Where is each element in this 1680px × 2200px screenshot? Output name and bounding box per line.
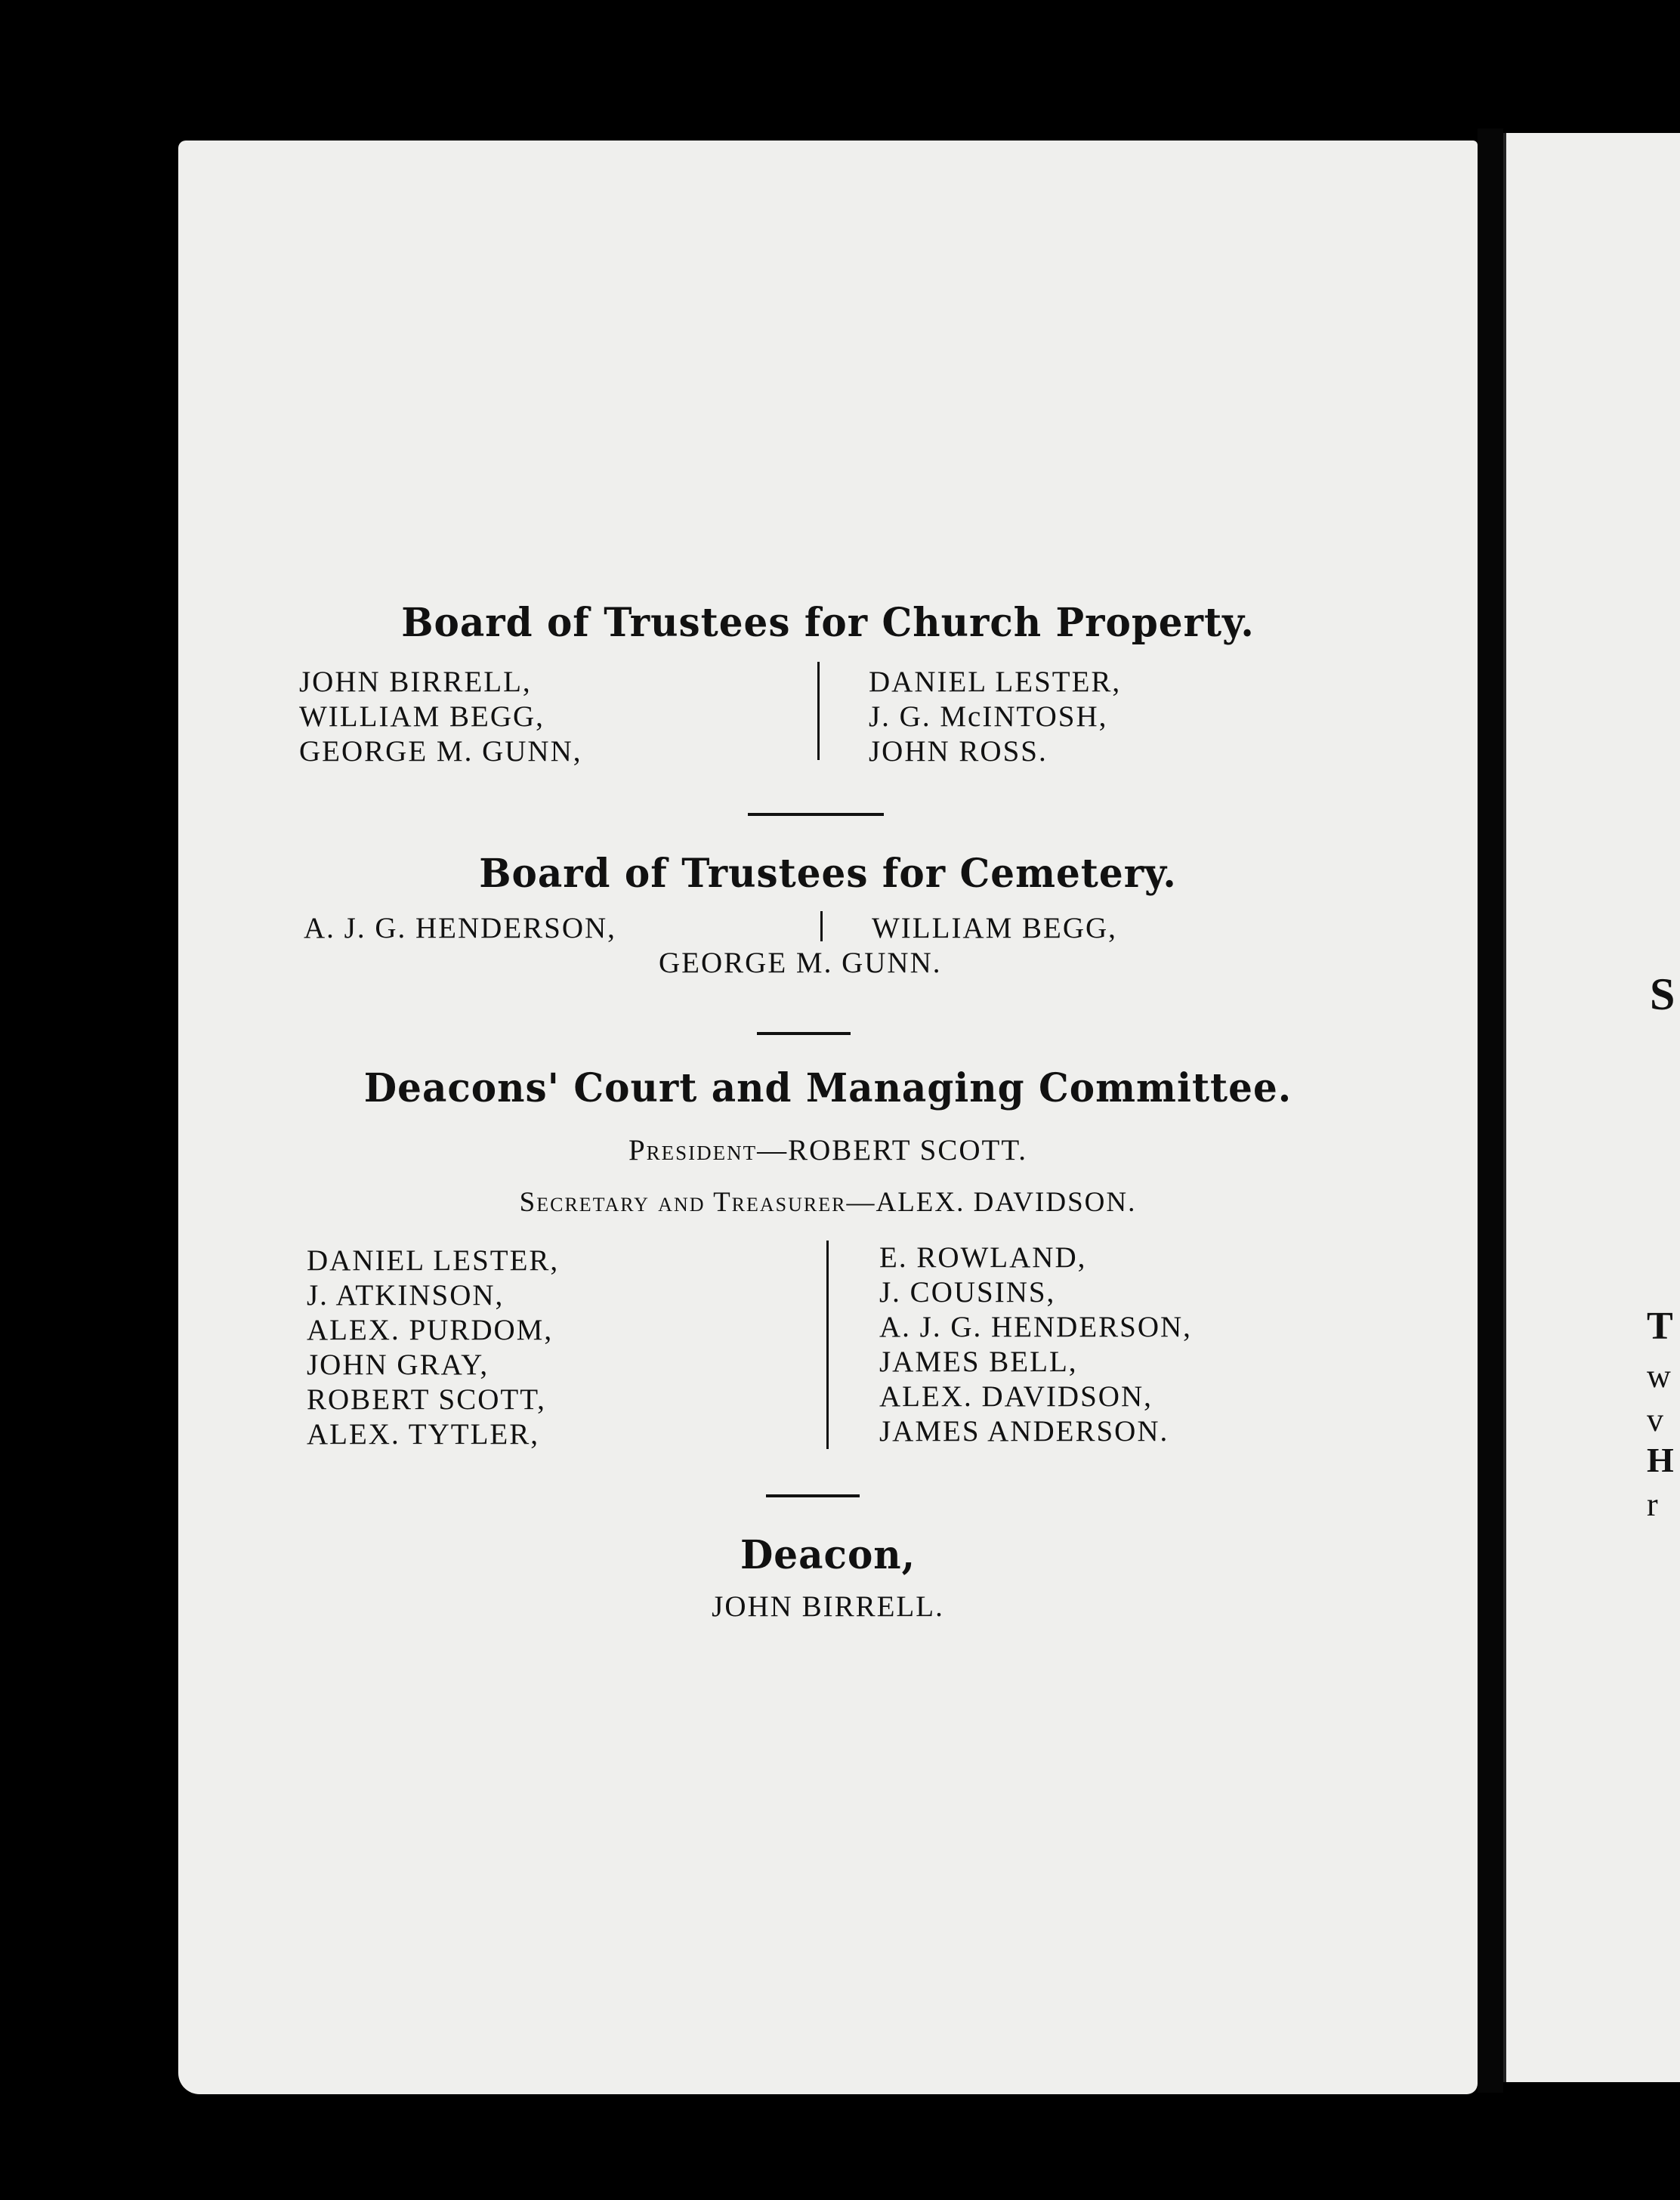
deacons-court-left-column xyxy=(307,1244,559,1452)
cemetery-trustee-right: WILLIAM BEGG, xyxy=(872,912,1117,944)
column-divider xyxy=(826,1241,829,1449)
facing-page-fragment: v xyxy=(1647,1401,1663,1438)
member-name: J. COUSINS, xyxy=(879,1276,1056,1309)
deacon-name: JOHN BIRRELL. xyxy=(712,1590,944,1623)
member-name: ALEX. DAVIDSON, xyxy=(879,1380,1153,1413)
heading-church-property-trustees: Board of Trustees for Church Property. xyxy=(401,598,1255,646)
member-name: ROBERT SCOTT, xyxy=(307,1383,546,1416)
section-divider xyxy=(748,813,884,816)
heading-cemetery-trustees: Board of Trustees for Cemetery. xyxy=(479,849,1177,897)
trustee-name: WILLIAM BEGG, xyxy=(299,700,545,733)
church-property-left-column xyxy=(299,665,582,769)
facing-page-edge xyxy=(1503,133,1680,2082)
facing-page-fragment: H xyxy=(1647,1441,1674,1479)
trustee-name: GEORGE M. GUNN, xyxy=(299,735,582,768)
heading-deacon: Deacon, xyxy=(740,1531,916,1578)
facing-page-fragment: r xyxy=(1647,1486,1658,1523)
president-line: President—ROBERT SCOTT. xyxy=(628,1134,1028,1166)
document-page xyxy=(178,141,1478,2094)
member-name: ALEX. PURDOM, xyxy=(307,1314,554,1346)
member-name: J. ATKINSON, xyxy=(307,1279,505,1312)
trustee-name: JOHN ROSS. xyxy=(869,735,1048,768)
column-divider xyxy=(817,662,820,760)
book-gutter xyxy=(1478,128,1503,2093)
member-name: E. ROWLAND, xyxy=(879,1241,1087,1274)
facing-page-fragment: T xyxy=(1647,1305,1673,1348)
member-name: A. J. G. HENDERSON, xyxy=(879,1311,1192,1343)
church-property-right-column xyxy=(869,665,1121,769)
member-name: JOHN GRAY, xyxy=(307,1349,489,1381)
cemetery-trustee-center: GEORGE M. GUNN. xyxy=(659,947,942,979)
member-name: ALEX. TYTLER, xyxy=(307,1418,539,1451)
section-divider xyxy=(757,1032,851,1035)
facing-page-fragment: S xyxy=(1650,969,1675,1019)
member-name: JAMES ANDERSON. xyxy=(879,1415,1169,1448)
section-divider xyxy=(766,1494,860,1497)
cemetery-trustee-left: A. J. G. HENDERSON, xyxy=(304,912,616,944)
member-name: JAMES BELL, xyxy=(879,1346,1078,1378)
secretary-treasurer-line: Secretary and Treasurer—ALEX. DAVIDSON. xyxy=(519,1187,1137,1218)
deacons-court-right-column xyxy=(879,1241,1192,1449)
facing-page-fragment: w xyxy=(1647,1358,1671,1395)
trustee-name: JOHN BIRRELL, xyxy=(299,666,532,698)
column-divider xyxy=(820,911,823,941)
trustee-name: DANIEL LESTER, xyxy=(869,666,1122,698)
heading-deacons-court: Deacons' Court and Managing Committee. xyxy=(363,1064,1292,1111)
trustee-name: J. G. McINTOSH, xyxy=(869,700,1108,733)
member-name: DANIEL LESTER, xyxy=(307,1244,560,1277)
